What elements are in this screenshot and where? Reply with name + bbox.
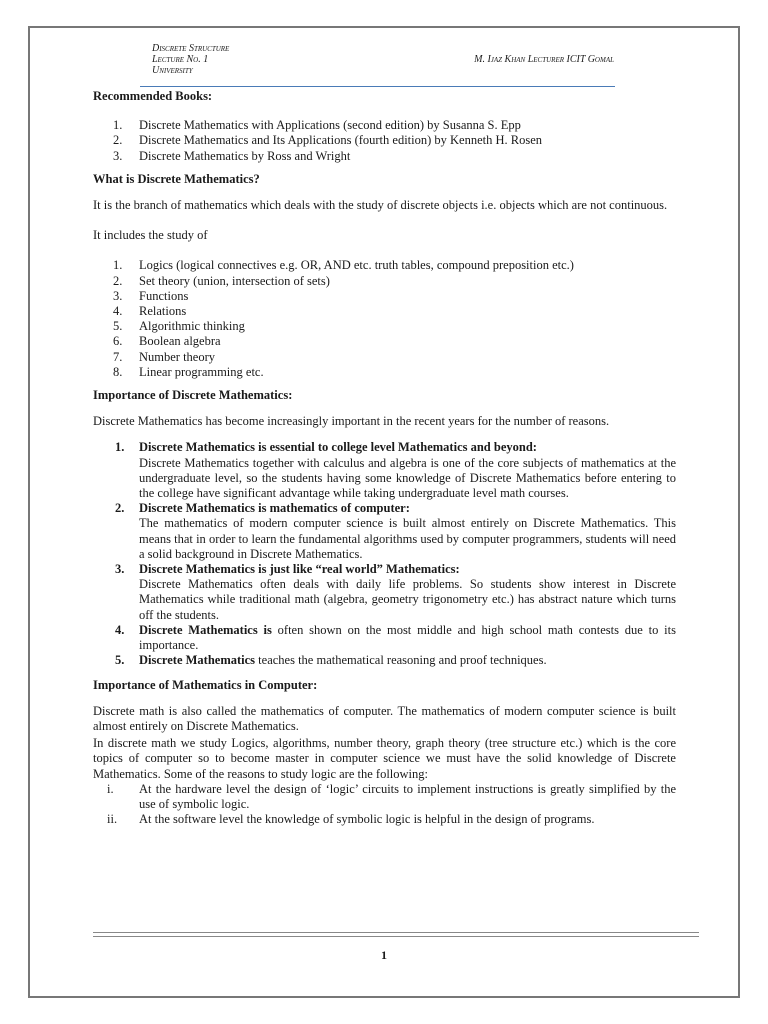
- list-item: 6. Boolean algebra: [113, 334, 221, 349]
- importance-heading: Importance of Discrete Mathematics:: [93, 388, 293, 403]
- footer-rule: [93, 932, 699, 937]
- header-rule: [140, 86, 615, 87]
- document-body: [93, 88, 676, 827]
- books-heading: Recommended Books:: [93, 89, 213, 103]
- list-item: 4. Relations: [113, 304, 187, 319]
- page-header: [152, 43, 614, 76]
- what-heading: What is Discrete Mathematics?: [93, 171, 260, 186]
- list-item: 2. Discrete Mathematics and Its Applications (fourth edition) by Kenneth H. Rosen: [113, 133, 543, 148]
- header-university: University: [152, 65, 193, 76]
- list-item: 8. Linear programming etc.: [113, 364, 264, 379]
- list-item: 1. Discrete Mathematics is essential to college level Mathematics and beyond: Discrete Mathematics together with calculus and algebra is one of the core subjects of mathematics at the undergraduate level, so the students having some knowledge of Discrete Mathematics before entering to the college have significant advantage while taking undergraduate level math courses.: [115, 440, 676, 501]
- list-item: 3. Discrete Mathematics is just like “real world” Mathematics: Discrete Mathematics often deals with daily life problems. So students show interest in Discrete Mathematics while traditional math (algebra, geometry trigonometry etc.) has abstract nature which turns off the students.: [115, 562, 676, 622]
- computer-para-1: Discrete math is also called the mathematics of computer. The mathematics of modern computer science is built almost entirely on Discrete Mathematics.: [93, 703, 676, 733]
- list-item: 3. Discrete Mathematics by Ross and Wright: [113, 148, 351, 163]
- computer-para-2: In discrete math we study Logics, algorithms, number theory, graph theory (tree structure etc.) which is the core topics of computer so to become master in computer science we must have the solid knowledge of Discrete Mathematics. Some of the reasons to study logic are the following:: [93, 736, 676, 781]
- header-lecture: Lecture No. 1: [152, 54, 209, 65]
- header-course: Discrete Structure: [152, 43, 230, 54]
- reasons-list: [93, 782, 676, 828]
- list-item: 2. Set theory (union, intersection of sets): [113, 273, 330, 288]
- list-item: 5. Discrete Mathematics teaches the mathematical reasoning and proof techniques.: [115, 653, 547, 668]
- list-item: 3. Functions: [113, 288, 189, 303]
- header-author: M. Ijaz Khan Lecturer ICIT Gomal: [474, 54, 614, 65]
- importance-intro: Discrete Mathematics has become increasingly important in the recent years for the number of reasons.: [93, 414, 610, 429]
- list-item: 5. Algorithmic thinking: [113, 319, 245, 334]
- list-item: i. At the hardware level the design of ‘logic’ circuits to implement instructions is greatly simplified by the use of symbolic logic.: [107, 781, 676, 811]
- what-definition: It is the branch of mathematics which deals with the study of discrete objects i.e. objects which are not continuous.: [93, 198, 668, 213]
- list-item: 1. Discrete Mathematics with Applications (second edition) by Susanna S. Epp: [113, 118, 521, 133]
- list-item: 7. Number theory: [113, 349, 216, 364]
- list-item: ii. At the software level the knowledge of symbolic logic is helpful in the design of programs.: [107, 812, 595, 827]
- computer-heading: Importance of Mathematics in Computer:: [93, 677, 318, 692]
- list-item: 1. Logics (logical connectives e.g. OR, AND etc. truth tables, compound preposition etc.): [113, 258, 574, 273]
- page-number: 1: [381, 948, 387, 962]
- what-intro: It includes the study of: [93, 228, 208, 243]
- importance-list: [93, 440, 676, 668]
- topics-list: [93, 258, 676, 380]
- books-list: [93, 118, 676, 164]
- list-item: 4. Discrete Mathematics is often shown on the most middle and high school math contests due to its importance.: [115, 622, 676, 653]
- list-item: 2. Discrete Mathematics is mathematics of computer: The mathematics of modern computer science is built almost entirely on Discrete Mathematics. This means that in order to learn the fundamental algorithms used by computer programmers, students will need a solid background in Discrete Mathematics.: [115, 501, 676, 561]
